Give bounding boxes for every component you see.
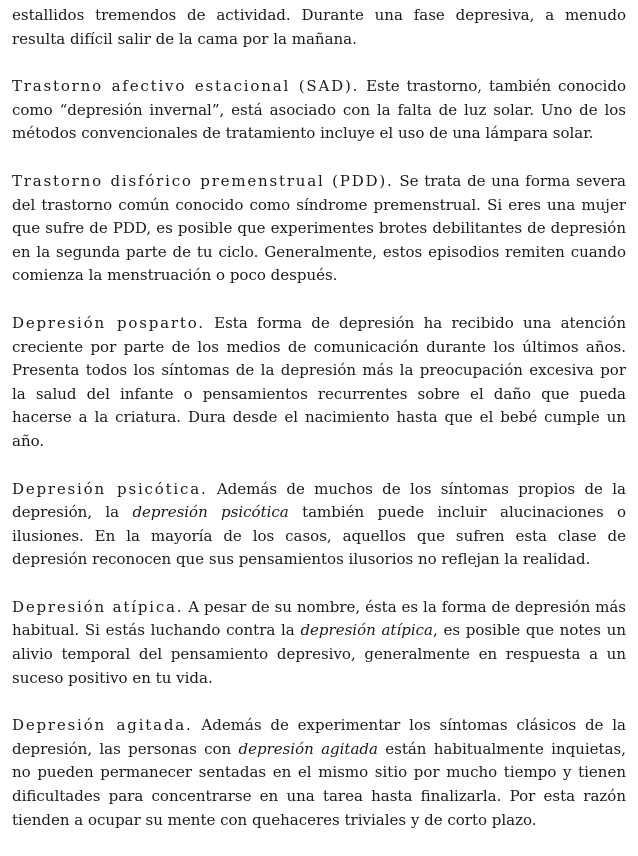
paragraph-text: , es posible que notes un alivio temporal del pensamiento depresivo, generalmente en respuesta a un suceso positivo en tu vida. [12,621,626,687]
term-heading: Depresión agitada. [12,716,193,735]
paragraph-agitada [12,714,626,832]
paragraph-sad [12,75,626,146]
term-heading: Trastorno disfórico premenstrual (PDD). [12,171,394,190]
paragraph-text: Esta forma de depresión ha recibido una atención creciente por parte de los medios de comunicación durante los últimos años. Presenta todos los síntomas de la depresión más la preocupación excesiva por la salud del infante o pensamientos recurrentes sobre el daño que pueda hacerse a la criatura. Dura desde el nacimiento hasta que el bebé cumple un año. [12,313,626,450]
paragraph-intro-continuation [12,4,626,51]
paragraph-text: Además de experimentar los síntomas clásicos de la depresión, las personas con [12,716,626,758]
paragraph-text: también puede incluir alucinaciones o ilusiones. En la mayoría de los casos, aquellos que sufren esta clase de depresión reconocen que sus pensamientos ilusorios no reflejan la realidad. [12,503,627,569]
term-heading: Depresión atípica. [12,597,184,616]
term-heading: Depresión psicótica. [12,479,208,498]
italic-term: depresión atípica [300,621,433,640]
italic-term: depresión psicótica [132,503,289,522]
paragraph-psicotica [12,478,626,572]
paragraph-posparto [12,312,626,454]
italic-term: depresión agitada [238,739,378,758]
paragraph-atipica [12,596,626,690]
paragraph-text: están habitualmente inquietas, no pueden permanecer sentadas en el mismo sitio por mucho tiempo y tienen dificultades para concentrarse en una tarea hasta finalizarla. Por esta razón tienden a ocupar su mente con quehaceres triviales y de corto plazo. [12,739,626,829]
paragraph-pdd [12,170,626,288]
paragraph-text: Además de muchos de los síntomas propios de la depresión, la [12,479,626,522]
term-heading: Trastorno afectivo estacional (SAD). [12,77,360,96]
paragraph-text: Este trastorno, también conocido como “depresión invernal”, está asociado con la falta de luz solar. Uno de los métodos convencionales de tratamiento incluye el uso de una lámpara solar. [12,77,626,143]
paragraph-text: Se trata de una forma severa del trastorno común conocido como síndrome premenstrual. Si eres una mujer que sufre de PDD, es posible que experimentes brotes debilitantes de depresión en la segunda parte de tu ciclo. Generalmente, estos episodios remiten cuando comienza la menstruación o poco después. [12,171,626,285]
paragraph-text: A pesar de su nombre, ésta es la forma de depresión más habitual. Si estás luchando contra la [12,597,627,640]
term-heading: Depresión posparto. [12,313,205,332]
paragraph-text: estallidos tremendos de actividad. Durante una fase depresiva, a menudo resulta difícil salir de la cama por la mañana. [12,6,626,48]
document-page [12,4,626,856]
